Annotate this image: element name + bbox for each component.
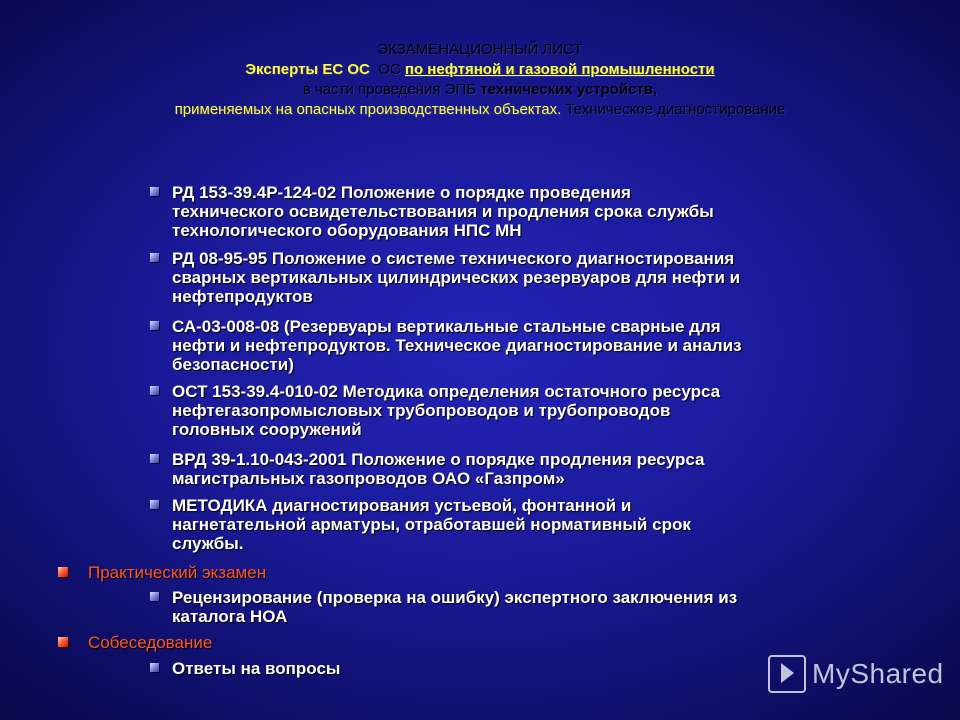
- header-industry: по нефтяной и газовой промышленности: [404, 61, 715, 78]
- list-item-line: технологического оборудования НПС МН: [172, 221, 522, 240]
- watermark: [768, 654, 944, 694]
- list-item-line: нагнетательной арматуры, отработавшей нормативный срок: [172, 515, 691, 534]
- list-item-practical: [172, 588, 912, 626]
- header-objects-part1: применяемых на опасных производственных объектах.: [174, 101, 562, 118]
- square-bullet-icon: [150, 187, 159, 196]
- list-item-line: ОСТ 153-39.4-010-02 Методика определения остаточного ресурса: [172, 382, 721, 401]
- list-item-line: службы.: [172, 534, 244, 553]
- square-bullet-icon: [150, 663, 159, 672]
- list-item-line: нефтепродуктов: [172, 287, 313, 306]
- list-item-line: безопасности): [172, 355, 294, 374]
- list-item-line: каталога НОА: [172, 607, 288, 626]
- list-item-document: [172, 317, 912, 374]
- list-item-line: головных сооружений: [172, 420, 362, 439]
- list-item-document: [172, 496, 912, 553]
- square-bullet-icon: [150, 454, 159, 463]
- square-bullet-icon: [150, 321, 159, 330]
- list-item-line: Ответы на вопросы: [172, 659, 341, 678]
- list-item-line: технического освидетельствования и продления срока службы: [172, 202, 714, 221]
- square-bullet-icon: [58, 637, 68, 647]
- section-title: Собеседование: [88, 633, 213, 652]
- list-item-line: нефти и нефтепродуктов. Техническое диагностирование и анализ: [172, 336, 742, 355]
- list-item-line: РД 153-39.4Р-124-02 Положение о порядке проведения: [172, 183, 631, 202]
- play-icon: [768, 655, 806, 693]
- list-item-document: [172, 450, 912, 488]
- square-bullet-icon: [150, 253, 159, 262]
- square-bullet-icon: [150, 386, 159, 395]
- square-bullet-icon: [150, 500, 159, 509]
- section-interview: [88, 633, 888, 652]
- list-item-document: [172, 249, 912, 306]
- list-item-line: нефтегазопромысловых трубопроводов и трубопроводов: [172, 401, 671, 420]
- section-title: Практический экзамен: [88, 563, 267, 582]
- square-bullet-icon: [150, 592, 159, 601]
- list-item-line: РД 08-95-95 Положение о системе технического диагностирования: [172, 249, 735, 268]
- list-item-line: Рецензирование (проверка на ошибку) экспертного заключения из: [172, 588, 738, 607]
- section-practical-exam: [88, 563, 888, 582]
- header-objects-part2: Техническое диагностирование: [565, 101, 786, 118]
- watermark-text: MyShared: [812, 658, 944, 689]
- list-item-line: сварных вертикальных цилиндрических резервуаров для нефти и: [172, 268, 741, 287]
- header-title: ЭКЗАМЕНАЦИОННЫЙ ЛИСТ: [377, 41, 583, 58]
- square-bullet-icon: [58, 567, 68, 577]
- header-os-label: ОС: [378, 61, 401, 78]
- header-experts-label: Эксперты ЕС ОС: [245, 61, 370, 78]
- list-item-document: [172, 183, 912, 240]
- list-item-line: магистральных газопроводов ОАО «Газпром»: [172, 469, 565, 488]
- header-scope-part2: технических устройств,: [480, 81, 658, 98]
- header-scope-part1: в части проведения ЭПБ: [302, 81, 477, 98]
- list-item-line: ВРД 39-1.10-043-2001 Положение о порядке продления ресурса: [172, 450, 705, 469]
- list-item-line: СА-03-008-08 (Резервуары вертикальные стальные сварные для: [172, 317, 721, 336]
- list-item-line: МЕТОДИКА диагностирования устьевой, фонтанной и: [172, 496, 632, 515]
- list-item-document: [172, 382, 912, 439]
